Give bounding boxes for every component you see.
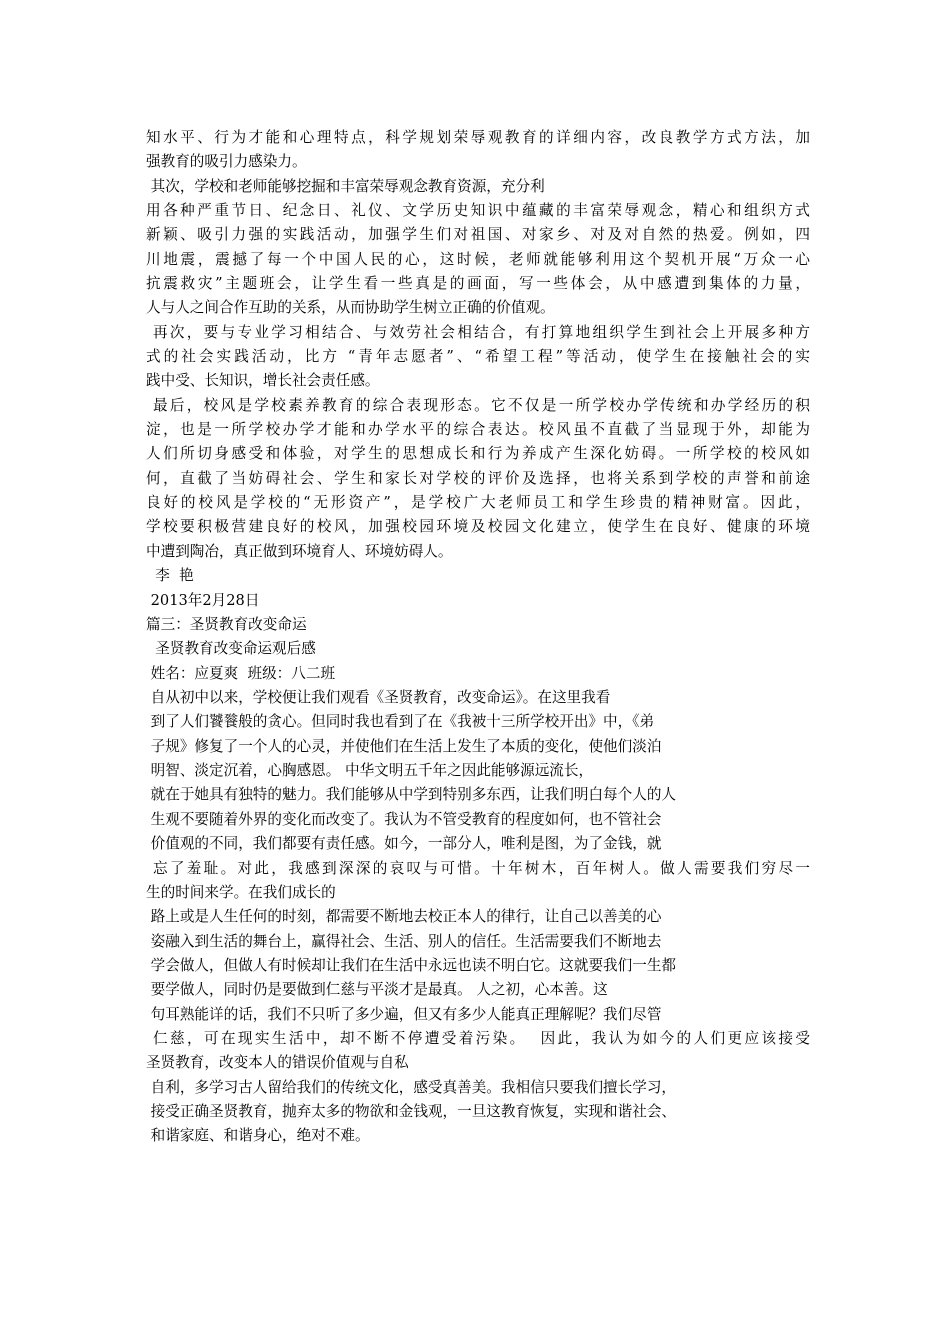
text-line: 句耳熟能详的话，我们不只听了多少遍，但又有多少人能真正理解呢？我们尽管	[146, 1006, 662, 1023]
text-line: 学校要积极营建良好的校风，加强校园环境及校园文化建立，使学生在良好、健康的环境	[146, 518, 810, 535]
text-line: 学会做人，但做人有时候却让我们在生活中永远也读不明白它。这就要我们一生都	[146, 957, 677, 974]
text-line: 价值观的不同，我们都要有责任感。如今，一部分人，唯利是图，为了金钱，就	[146, 835, 662, 852]
text-line: 抗震救灾”主题班会，让学生看一些真是的画面，写一些体会，从中感遭到集体的力量，	[146, 275, 810, 292]
text-line: 忘了羞耻。对此，我感到深深的哀叹与可惜。十年树木，百年树人。做人需要我们穷尽一	[146, 860, 810, 877]
author-info: 姓名：应夏爽 班级：八二班	[146, 665, 336, 682]
text-line: 知水平、行为才能和心理特点，科学规划荣辱观教育的详细内容，改良教学方式方法，加	[146, 129, 810, 146]
signature-name: 李 艳	[146, 567, 194, 584]
text-line: 新颖、吸引力强的实践活动，加强学生们对祖国、对家乡、对及对自然的热爱。例如，四	[146, 226, 810, 243]
text-line: 人与人之间合作互助的关系，从而协助学生树立正确的价值观。	[146, 299, 555, 316]
text-line: 生观不要随着外界的变化而改变了。我认为不管受教育的程度如何，也不管社会	[146, 811, 662, 828]
text-line: 践中受、长知识，增长社会责任感。	[146, 372, 380, 389]
text-line: 明智、淡定沉着，心胸感恩。 中华文明五千年之因此能够源远流长，	[146, 762, 594, 779]
text-line: 仁慈，可在现实生活中，却不断不停遭受着污染。 因此，我认为如今的人们更应该接受	[146, 1030, 810, 1047]
text-line: 和谐家庭、和谐身心，绝对不难。	[146, 1127, 370, 1144]
text-line: 式的社会实践活动，比方 “青年志愿者”、“希望工程”等活动，使学生在接触社会的实	[146, 348, 810, 365]
text-line: 自从初中以来，学校便让我们观看《圣贤教育，改变命运》。在这里我看	[146, 689, 611, 706]
signature-date: 2013年2月28日	[146, 592, 260, 609]
text-line: 圣贤教育，改变本人的错误价值观与自私	[146, 1054, 409, 1071]
text-line: 用各种严重节日、纪念日、礼仪、文学历史知识中蕴藏的丰富荣辱观念，精心和组织方式	[146, 202, 810, 219]
text-line: 路上或是人生任何的时刻，都需要不断地去校正本人的律行，让自己以善美的心	[146, 908, 662, 925]
text-line: 强教育的吸引力感染力。	[146, 153, 307, 170]
text-line: 自利，多学习古人留给我们的传统文化，感受真善美。我相信只要我们擅长学习，	[146, 1079, 677, 1096]
text-line: 就在于她具有独特的魅力。我们能够从中学到特别多东西，让我们明白每个人的人	[146, 786, 677, 803]
text-line: 生的时间来学。在我们成长的	[146, 884, 336, 901]
text-line: 要学做人，同时仍是要做到仁慈与平淡才是最真。 人之初，心本善。这	[146, 981, 608, 998]
text-line: 子规》修复了一个人的心灵，并使他们在生活上发生了本质的变化，使他们淡泊	[146, 738, 662, 755]
text-line: 人们所切身感受和体验，对学生的思想成长和行为养成产生深化妨碍。一所学校的校风如	[146, 445, 810, 462]
text-line: 中遭到陶冶，真正做到环境育人、环境妨碍人。	[146, 543, 453, 560]
text-line: 何，直截了当妨碍社会、学生和家长对学校的评价及选择，也将关系到学校的声誉和前途	[146, 470, 810, 487]
text-line: 淀，也是一所学校办学才能和办学水平的综合表达。校风虽不直截了当显现于外，却能为	[146, 421, 810, 438]
section-heading: 篇三：圣贤教育改变命运	[146, 616, 307, 633]
text-line: 姿融入到生活的舞台上，赢得社会、生活、别人的信任。生活需要我们不断地去	[146, 933, 662, 950]
text-line: 川地震，震撼了每一个中国人民的心，这时候，老师就能够利用这个契机开展“万众一心	[146, 251, 810, 268]
text-line: 再次，要与专业学习相结合、与效劳社会相结合，有打算地组织学生到社会上开展多种方	[146, 324, 810, 341]
text-line: 接受正确圣贤教育，抛弃太多的物欲和金钱观，一旦这教育恢复，实现和谐社会、	[146, 1103, 677, 1120]
text-line: 最后，校风是学校素养教育的综合表现形态。它不仅是一所学校办学传统和办学经历的积	[146, 397, 810, 414]
text-line: 到了人们饕餮般的贪心。但同时我也看到了在《我被十三所学校开出》中，《弟	[146, 713, 655, 730]
article-title: 圣贤教育改变命运观后感	[146, 640, 316, 657]
text-line: 其次，学校和老师能够挖掘和丰富荣辱观念教育资源，充分利	[146, 178, 545, 195]
text-line: 良好的校风是学校的“无形资产”，是学校广大老师员工和学生珍贵的精神财富。因此，	[146, 494, 810, 511]
